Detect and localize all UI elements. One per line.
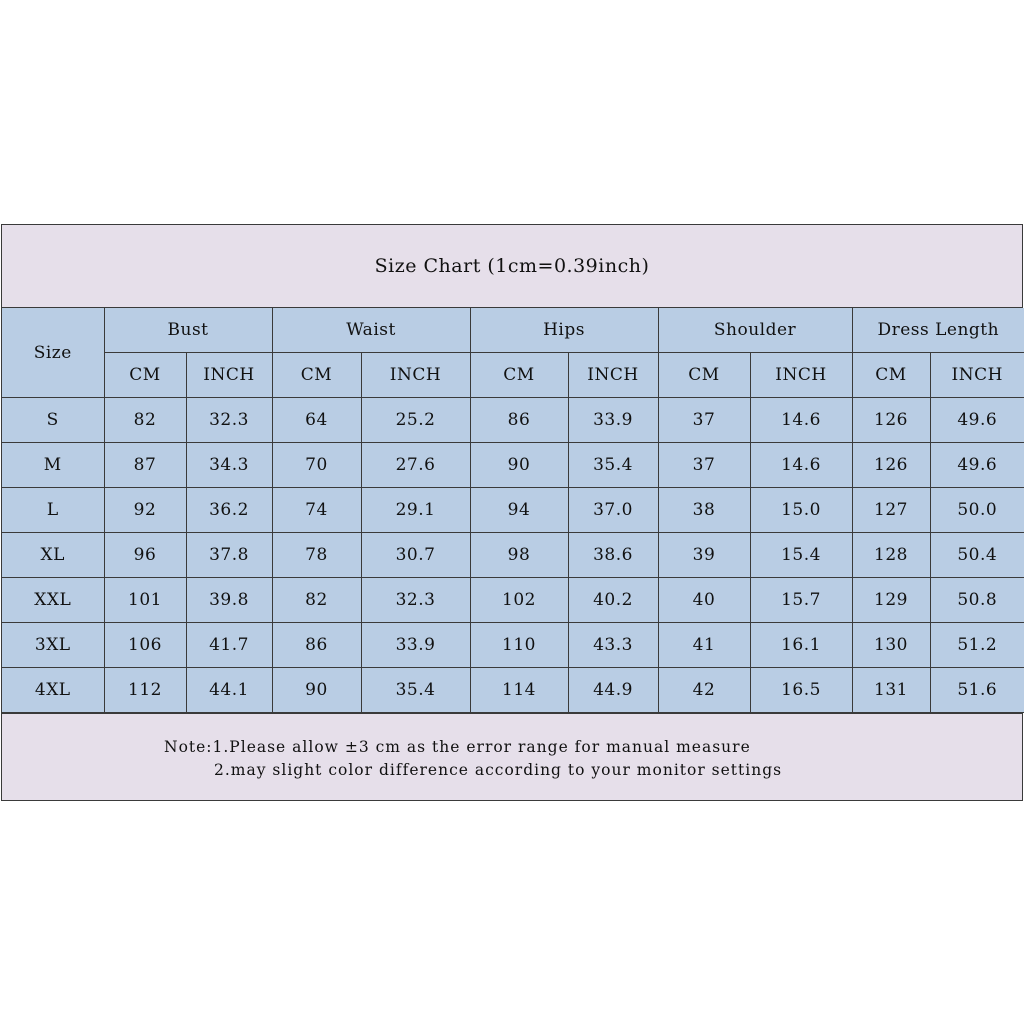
waist-cm-cell: 74	[272, 488, 361, 533]
size-cell: 3XL	[2, 623, 104, 668]
waist-cm-cell: 82	[272, 578, 361, 623]
unit-cm-header: CM	[470, 353, 568, 398]
table-row	[2, 668, 1024, 713]
shoulder-inch-cell: 15.0	[750, 488, 852, 533]
waist-inch-cell: 35.4	[361, 668, 470, 713]
shoulder-inch-cell: 14.6	[750, 443, 852, 488]
size-cell: L	[2, 488, 104, 533]
size-column-header: Size	[2, 308, 104, 398]
hips-cm-cell: 114	[470, 668, 568, 713]
bust-cm-cell: 106	[104, 623, 186, 668]
hips-cm-cell: 90	[470, 443, 568, 488]
unit-cm-header: CM	[852, 353, 930, 398]
note-line-1: Note:1.Please allow ±3 cm as the error range for manual measure	[164, 738, 751, 756]
hips-inch-cell: 43.3	[568, 623, 658, 668]
waist-cm-cell: 78	[272, 533, 361, 578]
unit-inch-header: INCH	[750, 353, 852, 398]
shoulder-cm-cell: 39	[658, 533, 750, 578]
size-cell: M	[2, 443, 104, 488]
note-line-2: 2.may slight color difference according to your monitor settings	[214, 761, 783, 779]
dress-length-header: Dress Length	[852, 308, 1024, 353]
shoulder-cm-cell: 40	[658, 578, 750, 623]
length-inch-cell: 49.6	[930, 443, 1024, 488]
bust-cm-cell: 82	[104, 398, 186, 443]
waist-cm-cell: 86	[272, 623, 361, 668]
hips-cm-cell: 102	[470, 578, 568, 623]
waist-inch-cell: 29.1	[361, 488, 470, 533]
length-cm-cell: 129	[852, 578, 930, 623]
bust-cm-cell: 101	[104, 578, 186, 623]
table-row	[2, 578, 1024, 623]
waist-header: Waist	[272, 308, 470, 353]
header-unit-row	[2, 353, 1024, 398]
waist-cm-cell: 90	[272, 668, 361, 713]
length-cm-cell: 126	[852, 443, 930, 488]
unit-cm-header: CM	[272, 353, 361, 398]
waist-inch-cell: 33.9	[361, 623, 470, 668]
hips-inch-cell: 44.9	[568, 668, 658, 713]
chart-title: Size Chart (1cm=0.39inch)	[2, 225, 1022, 308]
unit-inch-header: INCH	[930, 353, 1024, 398]
waist-inch-cell: 25.2	[361, 398, 470, 443]
length-inch-cell: 51.6	[930, 668, 1024, 713]
waist-inch-cell: 30.7	[361, 533, 470, 578]
shoulder-cm-cell: 38	[658, 488, 750, 533]
table-row	[2, 443, 1024, 488]
length-cm-cell: 126	[852, 398, 930, 443]
shoulder-inch-cell: 16.5	[750, 668, 852, 713]
hips-header: Hips	[470, 308, 658, 353]
table-row	[2, 398, 1024, 443]
bust-inch-cell: 41.7	[186, 623, 272, 668]
waist-cm-cell: 64	[272, 398, 361, 443]
length-cm-cell: 127	[852, 488, 930, 533]
hips-inch-cell: 37.0	[568, 488, 658, 533]
shoulder-cm-cell: 37	[658, 443, 750, 488]
size-cell: S	[2, 398, 104, 443]
shoulder-inch-cell: 15.4	[750, 533, 852, 578]
bust-inch-cell: 36.2	[186, 488, 272, 533]
unit-cm-header: CM	[658, 353, 750, 398]
unit-inch-header: INCH	[568, 353, 658, 398]
length-inch-cell: 49.6	[930, 398, 1024, 443]
size-chart	[1, 224, 1023, 801]
hips-cm-cell: 94	[470, 488, 568, 533]
bust-inch-cell: 32.3	[186, 398, 272, 443]
shoulder-inch-cell: 16.1	[750, 623, 852, 668]
length-cm-cell: 128	[852, 533, 930, 578]
bust-inch-cell: 34.3	[186, 443, 272, 488]
hips-inch-cell: 40.2	[568, 578, 658, 623]
size-cell: XL	[2, 533, 104, 578]
length-cm-cell: 130	[852, 623, 930, 668]
unit-cm-header: CM	[104, 353, 186, 398]
shoulder-cm-cell: 41	[658, 623, 750, 668]
hips-cm-cell: 86	[470, 398, 568, 443]
length-inch-cell: 50.8	[930, 578, 1024, 623]
hips-cm-cell: 98	[470, 533, 568, 578]
bust-header: Bust	[104, 308, 272, 353]
size-table	[2, 308, 1024, 713]
size-cell: 4XL	[2, 668, 104, 713]
hips-inch-cell: 38.6	[568, 533, 658, 578]
table-row	[2, 488, 1024, 533]
bust-inch-cell: 44.1	[186, 668, 272, 713]
bust-cm-cell: 96	[104, 533, 186, 578]
bust-inch-cell: 37.8	[186, 533, 272, 578]
shoulder-inch-cell: 14.6	[750, 398, 852, 443]
hips-cm-cell: 110	[470, 623, 568, 668]
waist-cm-cell: 70	[272, 443, 361, 488]
shoulder-cm-cell: 37	[658, 398, 750, 443]
bust-cm-cell: 92	[104, 488, 186, 533]
shoulder-inch-cell: 15.7	[750, 578, 852, 623]
waist-inch-cell: 32.3	[361, 578, 470, 623]
header-group-row	[2, 308, 1024, 353]
shoulder-header: Shoulder	[658, 308, 852, 353]
bust-inch-cell: 39.8	[186, 578, 272, 623]
unit-inch-header: INCH	[361, 353, 470, 398]
length-inch-cell: 51.2	[930, 623, 1024, 668]
bust-cm-cell: 87	[104, 443, 186, 488]
notes-section	[2, 713, 1022, 800]
waist-inch-cell: 27.6	[361, 443, 470, 488]
hips-inch-cell: 35.4	[568, 443, 658, 488]
bust-cm-cell: 112	[104, 668, 186, 713]
length-inch-cell: 50.4	[930, 533, 1024, 578]
length-cm-cell: 131	[852, 668, 930, 713]
hips-inch-cell: 33.9	[568, 398, 658, 443]
length-inch-cell: 50.0	[930, 488, 1024, 533]
table-row	[2, 623, 1024, 668]
size-cell: XXL	[2, 578, 104, 623]
table-row	[2, 533, 1024, 578]
unit-inch-header: INCH	[186, 353, 272, 398]
shoulder-cm-cell: 42	[658, 668, 750, 713]
